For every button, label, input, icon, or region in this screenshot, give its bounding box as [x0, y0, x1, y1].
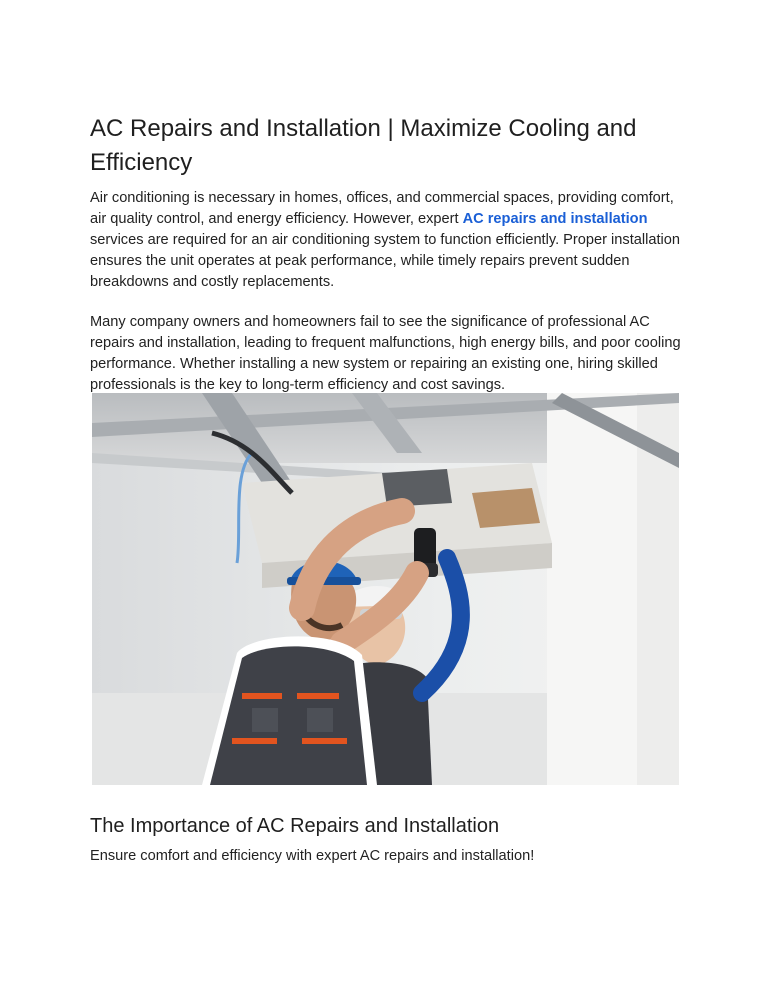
section-heading: The Importance of AC Repairs and Installation	[90, 815, 500, 837]
technicians-installing-ac-photo	[92, 393, 679, 785]
intro-paragraph	[90, 188, 690, 293]
ac-repairs-link[interactable]: AC repairs and installation	[462, 211, 648, 227]
article-title: AC Repairs and Installation | Maximize Cooling and Efficiency	[90, 115, 637, 176]
intro-text-end: services are required for an air conditioning system to function efficiently. Proper installation ensures the unit operates at peak performance, while timely repairs prevent sudden breakdowns and costly replacements.	[90, 232, 680, 290]
article-body	[90, 112, 690, 396]
intro-text-start: Air conditioning is necessary in homes, offices, and commercial spaces, providing comfort, air quality control, and energy efficiency. However, expert	[90, 190, 674, 227]
section-text: Ensure comfort and efficiency with expert AC repairs and installation!	[90, 848, 535, 864]
photo-illustration	[92, 393, 679, 785]
second-paragraph: Many company owners and homeowners fail to see the significance of professional AC repairs and installation, leading to frequent malfunctions, high energy bills, and poor cooling performance. Whether installing a new system or repairing an existing one, hiring skilled professionals is the key to long-term efficiency and cost savings.	[90, 314, 681, 393]
